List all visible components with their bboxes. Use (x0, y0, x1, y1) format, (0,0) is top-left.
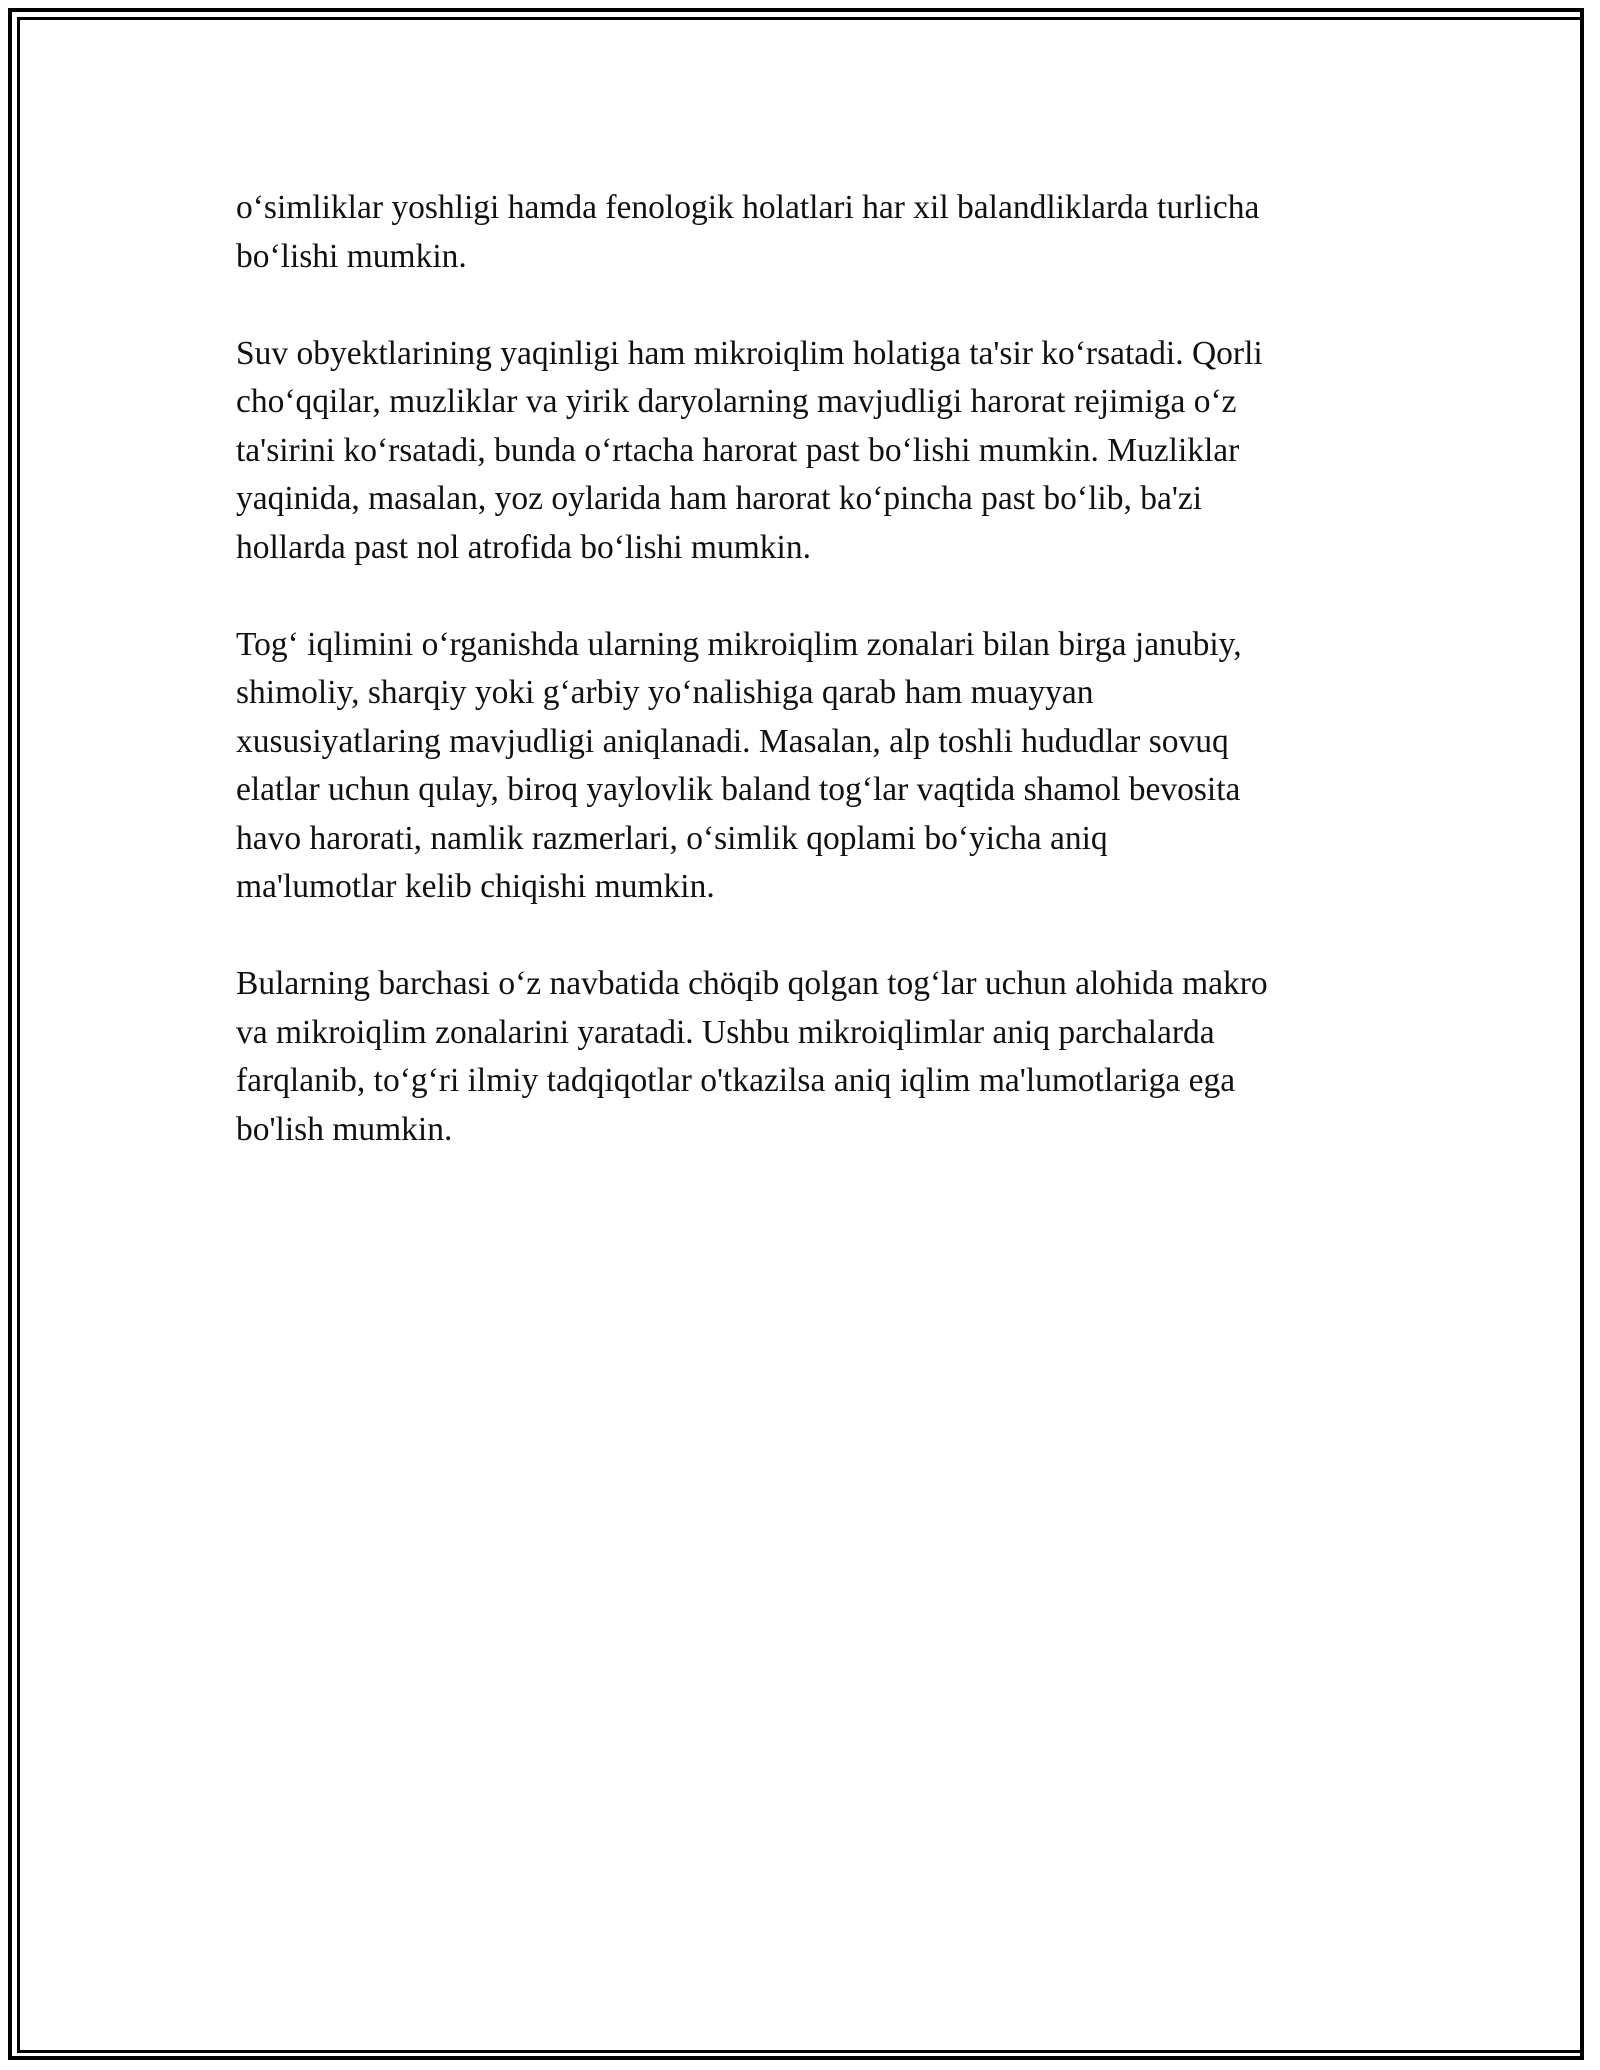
text-line: havo harorati, namlik razmerlari, o‘simlik qoplami bo‘yicha aniq (236, 819, 1108, 857)
text-line: yaqinida, masalan, yoz oylarida ham harorat ko‘pincha past bo‘lib, ba'zi (236, 480, 1203, 517)
document-body (236, 184, 1386, 1203)
text-line: bo‘lishi mumkin. (236, 237, 467, 275)
text-line: o‘simliklar yoshligi hamda fenologik holatlari har xil balandliklarda turlicha (236, 189, 1260, 226)
text-line: shimoliy, sharqiy yoki g‘arbiy yo‘nalishiga qarab ham muayyan (236, 674, 1094, 711)
paragraph-1 (236, 184, 1386, 281)
text-line: ta'sirini ko‘rsatadi, bunda o‘rtacha harorat past bo‘lishi mumkin. Muzliklar (236, 431, 1240, 469)
text-line: cho‘qqilar, muzliklar va yirik daryolarning mavjudligi harorat rejimiga o‘z (236, 383, 1237, 420)
paragraph-2 (236, 330, 1386, 573)
paragraph-4 (236, 960, 1386, 1154)
text-line: Bularning barchasi o‘z navbatida chöqib qolgan tog‘lar uchun alohida makro (236, 965, 1268, 1002)
text-line: ma'lumotlar kelib chiqishi mumkin. (236, 868, 715, 905)
text-line: elatlar uchun qulay, biroq yaylovlik baland tog‘lar vaqtida shamol bevosita (236, 771, 1241, 808)
text-line: Tog‘ iqlimini o‘rganishda ularning mikroiqlim zonalari bilan birga janubiy, (236, 625, 1242, 663)
text-line: va mikroiqlim zonalarini yaratadi. Ushbu mikroiqlimlar aniq parchalarda (236, 1013, 1215, 1051)
text-line: farqlanib, to‘g‘ri ilmiy tadqiqotlar o'tkazilsa aniq iqlim ma'lumotlariga ega (236, 1062, 1236, 1099)
text-line: hollarda past nol atrofida bo‘lishi mumkin. (236, 528, 811, 566)
text-line: xususiyatlaring mavjudligi aniqlanadi. Masalan, alp toshli hududlar sovuq (236, 722, 1229, 760)
paragraph-3 (236, 621, 1386, 912)
text-line: Suv obyektlarining yaqinligi ham mikroiqlim holatiga ta'sir ko‘rsatadi. Qorli (236, 334, 1263, 372)
text-line: bo'lish mumkin. (236, 1110, 453, 1148)
